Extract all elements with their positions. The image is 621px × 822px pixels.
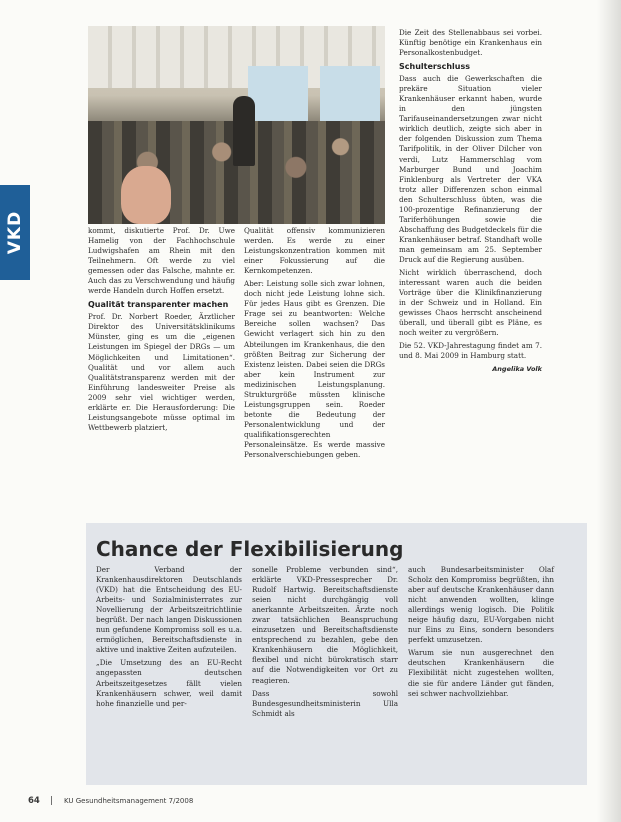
box-column-3 <box>408 565 554 702</box>
photo-window <box>248 66 308 126</box>
paragraph: sonelle Probleme verbunden sind“, erklärte VKD-Pressesprecher Dr. Rudolf Hartwig. Bereitschaftsdienste seien nicht durchgängig voll anerkannte Arbeitszeiten. Ärzte noch zwar tatsächlichen Beanspruchung einzusetzen und Bereitschaftsdienste entsprechend zu bezahlen, gebe den Krankenhäusern die Möglichkeit, flexibel und nicht bürokratisch starr auf die Notwendigkeiten vor Ort zu reagieren. <box>252 565 398 685</box>
article-column-2 <box>244 226 385 463</box>
page-number: 64 <box>28 796 40 806</box>
photo-window <box>320 66 380 126</box>
box-title: Chance der Flexibilisierung <box>96 537 404 561</box>
page-edge-shadow <box>597 0 621 822</box>
box-column-1 <box>96 565 242 712</box>
paragraph: kommt, diskutierte Prof. Dr. Uwe Hamelig von der Fachhochschule Ludwigshafen am Rhein mit den Teilnehmern. Oft werde zu viel gemessen oder das Falsche, mahnte er. Auch das zu Verschwendung und häufig werde Handeln durch Hoffen ersetzt. <box>88 226 235 296</box>
paragraph: Aber: Leistung solle sich zwar lohnen, doch nicht jede Leistung lohne sich. Für jedes Haus gibt es Grenzen. Die Frage sei zu beantworten: Welche Bereiche sollen wachsen? Das Gewicht verlagert sich hin zu den Abteilungen im Krankenhaus, die den größten Beitrag zur Sicherung der Existenz leisten. Dabei seien die DRGs aber kein Instrument zur medizinischen Leistungsplanung. Strukturgröße müssten klinische Leistungsgruppen sein. Roeder betonte die Bedeutung der Personalentwicklung und der qualifikationsgerechten Personaleinsätze. Es werde massive Personalverschiebungen geben. <box>244 279 385 460</box>
paragraph: Qualität offensiv kommunizieren werden. Es werde zu einer Leistungskonzentration kommen mit einer Fokussierung auf die Kernkompetenzen. <box>244 226 385 276</box>
publication-name: KU Gesundheitsmanagement 7/2008 <box>64 797 194 805</box>
paragraph: auch Bundesarbeitsminister Olaf Scholz den Kompromiss begrüßten, ihn aber auf deutsche Krankenhäuser dann nicht anwenden wollten, klinge allerdings wenig logisch. Die Politik neige häufig dazu, EU-Vorgaben nicht nur Eins zu Eins, sondern besonders perfekt umzusetzen. <box>408 565 554 645</box>
info-box <box>86 523 587 785</box>
paragraph: Dass sowohl Bundesgesundheitsministerin Ulla Schmidt als <box>252 688 398 718</box>
section-tab-label: VKD <box>5 210 25 255</box>
article-column-1 <box>88 226 235 436</box>
paragraph: Die Zeit des Stellenabbaus sei vorbei. Künftig benötige ein Krankenhaus ein Personalkostenbudget. <box>399 28 542 58</box>
paragraph: Die 52. VKD-Jahrestagung findet am 7. und 8. Mai 2009 in Hamburg statt. <box>399 341 542 361</box>
paragraph: Dass auch die Gewerkschaften die prekäre Situation vieler Krankenhäuser erkannt haben, wurde in den jüngsten Tarifauseinandersetzungen zwar nicht wirklich deutlich, zeigte sich aber in der folgenden Diskussion zum Thema Tarifpolitik, in der Oliver Dilcher von verdi, Lutz Hammerschlag vom Marburger Bund und Joachim Finklenburg als Vertreter der VKA trotz aller Differenzen schon einmal den Schulterschluss übten, was die 100-prozentige Refinanzierung der Tariferhöhungen sowie die Abschaffung des Budgetdeckels für die Krankenhäuser betraf. Standhaft wolle man gemeinsam am 25. September Druck auf die Regierung ausüben. <box>399 74 542 264</box>
paragraph: „Die Umsetzung des an EU-Recht angepassten deutschen Arbeitszeitgesetzes fällt vielen Krankenhäusern schwer, weil damit hohe finanzielle und per- <box>96 658 242 708</box>
conference-photo <box>88 26 385 224</box>
footer-separator: | <box>50 796 53 806</box>
paragraph: Nicht wirklich überraschend, doch interessant waren auch die beiden Vorträge über die Klinikfinanzierung in der Schweiz und in Holland. Ein gewisses Chaos herrscht anscheinend überall, und überall gibt es Pläne, es noch weiter zu vergrößern. <box>399 268 542 338</box>
photo-speaker <box>233 96 255 166</box>
subheading: Schulterschluss <box>399 62 470 72</box>
photo-foreground-person <box>121 166 171 224</box>
paragraph: Prof. Dr. Norbert Roeder, Ärztlicher Direktor des Universitätsklinikums Münster, ging es um die „eigenen Leistungen im Spiegel der DRGs — um Möglichkeiten und Limitationen“. Qualität und vor allem auch Qualitätstransparenz werden mit der Einführung landesweiter Preise als 2009 sehr viel wichtiger werden, erklärte er. Die Herausforderung: Die Leistungsangebote müsse optimal im Wettbewerb platziert, <box>88 312 235 432</box>
author-signature: Angelika Volk <box>492 365 542 374</box>
subheading: Qualität transparenter machen <box>88 300 229 310</box>
paragraph: Der Verband der Krankenhausdirektoren Deutschlands (VKD) hat die Entscheidung des EU-Arbeits- und Sozialministerrates zur Novellierung der Arbeitszeitrichtlinie begrüßt. Der nach langen Diskussionen nun gefundene Kompromiss soll es u.a. ermöglichen, Bereitschaftsdienste in aktive und inaktive Zeiten aufzuteilen. <box>96 565 242 655</box>
box-column-2 <box>252 565 398 722</box>
section-tab <box>0 185 30 280</box>
paragraph: Warum sie nun ausgerechnet den deutschen Krankenhäusern die Flexibilität nicht zugestehen wollten, die sie für andere Länder gut fänden, sei schwer nachvollziehbar. <box>408 648 554 698</box>
article-column-3 <box>399 28 542 375</box>
